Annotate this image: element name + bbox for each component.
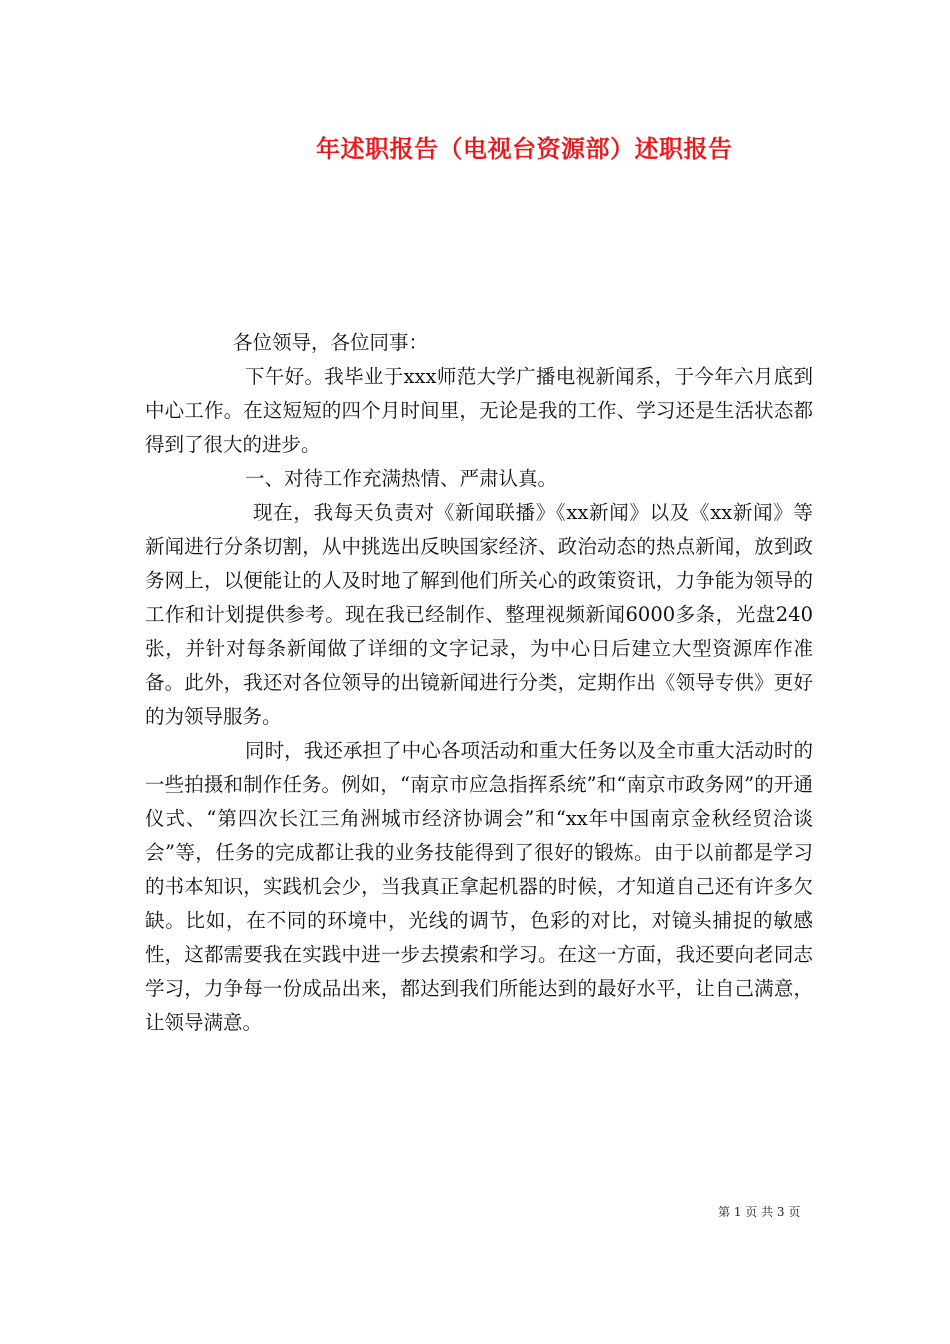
tasks-paragraph: 同时，我还承担了中心各项活动和重大任务以及全市重大活动时的一些拍摄和制作任务。例如，“南京市应急指挥系统”和“南京市政务网”的开通仪式、“第四次长江三角洲城市经济协调会”和“xx年中国南京金秋经贸洽谈会”等，任务的完成都让我的业务技能得到了很好的锻炼。由于以前都是学习的书本知识，实践机会少，当我真正拿起机器的时候，才知道自己还有许多欠缺。比如，在不同的环境中，光线的调节，色彩的对比，对镜头捕捉的敏感性，这都需要我在实践中进一步去摸索和学习。在这一方面，我还要向老同志学习，力争每一份成品出来，都达到我们所能达到的最好水平，让自己满意，让领导满意。 [145,739,813,1034]
document-body [145,326,813,1040]
work-description-paragraph: 现在，我每天负责对《新闻联播》《xx新闻》以及《xx新闻》等新闻进行分条切割，从中挑选出反映国家经济、政治动态的热点新闻，放到政务网上，以便能让的人及时地了解到他们所关心的政策资讯，力争能为领导的工作和计划提供参考。现在我已经制作、整理视频新闻6000多条，光盘240张，并针对每条新闻做了详细的文字记录，为中心日后建立大型资源库作准备。此外，我还对各位领导的出镜新闻进行分类，定期作出《领导专供》更好的为领导服务。 [145,501,813,728]
greeting-paragraph: 下午好。我毕业于xxx师范大学广播电视新闻系，于今年六月底到中心工作。在这短短的四个月时间里，无论是我的工作、学习还是生活状态都得到了很大的进步。 [145,365,813,456]
salutation-paragraph: 各位领导，各位同事： [233,331,429,354]
page-number-footer: 第 1 页 共 3 页 [718,1205,801,1219]
section-heading-1: 一、对待工作充满热情、严肃认真。 [245,467,558,490]
document-title: 年述职报告（电视台资源部）述职报告 [316,134,733,163]
